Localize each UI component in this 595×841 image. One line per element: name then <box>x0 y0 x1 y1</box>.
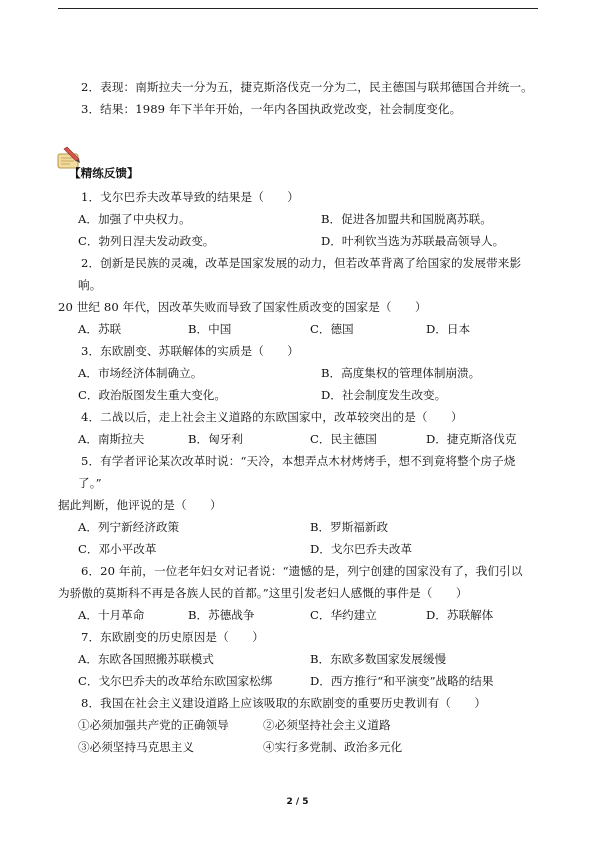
q7-option-b: B．东欧多数国家发展缓慢 <box>310 652 447 666</box>
q6-option-b: B．苏德战争 <box>188 608 255 622</box>
q8-item-3: ③必须坚持马克思主义 <box>78 740 194 754</box>
q4-option-d: D．捷克斯洛伐克 <box>426 432 517 446</box>
q7-option-d: D．西方推行“和平演变”战略的结果 <box>310 674 494 688</box>
q7-stem: 7．东欧剧变的历史原因是（ ） <box>81 630 264 644</box>
q5-stem-line3: 据此判断，他评说的是（ ） <box>58 498 222 512</box>
header-rule <box>58 8 538 9</box>
q4-option-b: B．匈牙利 <box>188 432 243 446</box>
q1-option-b: B．促进各加盟共和国脱离苏联。 <box>321 212 492 226</box>
q5-option-c: C．邓小平改革 <box>78 542 157 556</box>
q5-option-b: B．罗斯福新政 <box>310 520 389 534</box>
q8-item-1: ①必须加强共产党的正确领导 <box>78 718 229 732</box>
q2-option-a: A．苏联 <box>78 322 122 336</box>
q6-option-a: A．十月革命 <box>78 608 145 622</box>
q4-option-c: C．民主德国 <box>310 432 377 446</box>
q1-option-c: C．勃列日涅夫发动政变。 <box>78 234 215 248</box>
q3-stem: 3．东欧剧变、苏联解体的实质是（ ） <box>81 344 299 358</box>
q4-stem: 4．二战以后，走上社会主义道路的东欧国家中，改革较突出的是（ ） <box>81 410 463 424</box>
q2-stem-line2: 响。 <box>78 278 102 292</box>
intro-line-3: 3．结果：1989 年下半年开始，一年内各国执政党改变，社会制度变化。 <box>81 102 462 116</box>
q3-option-b: B．高度集权的管理体制崩溃。 <box>321 366 481 380</box>
q7-option-a: A．东欧各国照搬苏联模式 <box>78 652 214 666</box>
q6-option-d: D．苏联解体 <box>426 608 494 622</box>
q8-stem: 8．我国在社会主义建设道路上应该吸取的东欧剧变的重要历史教训有（ ） <box>81 696 487 710</box>
section-title: 【精练反馈】 <box>69 166 139 180</box>
q2-stem-line3: 20 世纪 80 年代，因改革失败而导致了国家性质改变的国家是（ ） <box>58 300 427 314</box>
q4-option-a: A．南斯拉夫 <box>78 432 145 446</box>
q8-item-4: ④实行多党制、政治多元化 <box>263 740 403 754</box>
q6-stem-line2: 为骄傲的莫斯科不再是各族人民的首都。”这里引发老妇人感慨的事件是（ ） <box>58 586 468 600</box>
q2-option-b: B．中国 <box>188 322 232 336</box>
q5-stem-line1: 5．有学者评论某次改革时说：“天冷，本想弄点木材烤烤手，想不到竟将整个房子烧 <box>81 454 516 468</box>
q5-option-a: A．列宁新经济政策 <box>78 520 180 534</box>
q1-option-d: D．叶利钦当选为苏联最高领导人。 <box>321 234 505 248</box>
q5-stem-line2: 了。” <box>78 476 102 490</box>
intro-line-2: 2．表现：南斯拉夫一分为五，捷克斯洛伐克一分为二，民主德国与联邦德国合并统一。 <box>81 80 533 94</box>
q3-option-c: C．政治版图发生重大变化。 <box>78 388 226 402</box>
q3-option-d: D．社会制度发生改变。 <box>321 388 447 402</box>
q2-stem-line1: 2．创新是民族的灵魂，改革是国家发展的动力，但若改革背离了给国家的发展带来影 <box>81 256 522 270</box>
q8-item-2: ②必须坚持社会主义道路 <box>263 718 391 732</box>
q6-option-c: C．华约建立 <box>310 608 377 622</box>
q6-stem-line1: 6．20 年前，一位老年妇女对记者说：“遗憾的是，列宁创建的国家没有了，我们引以 <box>81 564 523 578</box>
page-number: 2 / 5 <box>286 797 309 807</box>
q5-option-d: D．戈尔巴乔夫改革 <box>310 542 413 556</box>
q7-option-c: C．戈尔巴乔夫的改革给东欧国家松绑 <box>78 674 273 688</box>
q3-option-a: A．市场经济体制确立。 <box>78 366 203 380</box>
q1-stem: 1．戈尔巴乔夫改革导致的结果是（ ） <box>81 190 299 204</box>
q2-option-d: D．日本 <box>426 322 471 336</box>
q2-option-c: C．德国 <box>310 322 354 336</box>
q1-option-a: A．加强了中央权力。 <box>78 212 191 226</box>
